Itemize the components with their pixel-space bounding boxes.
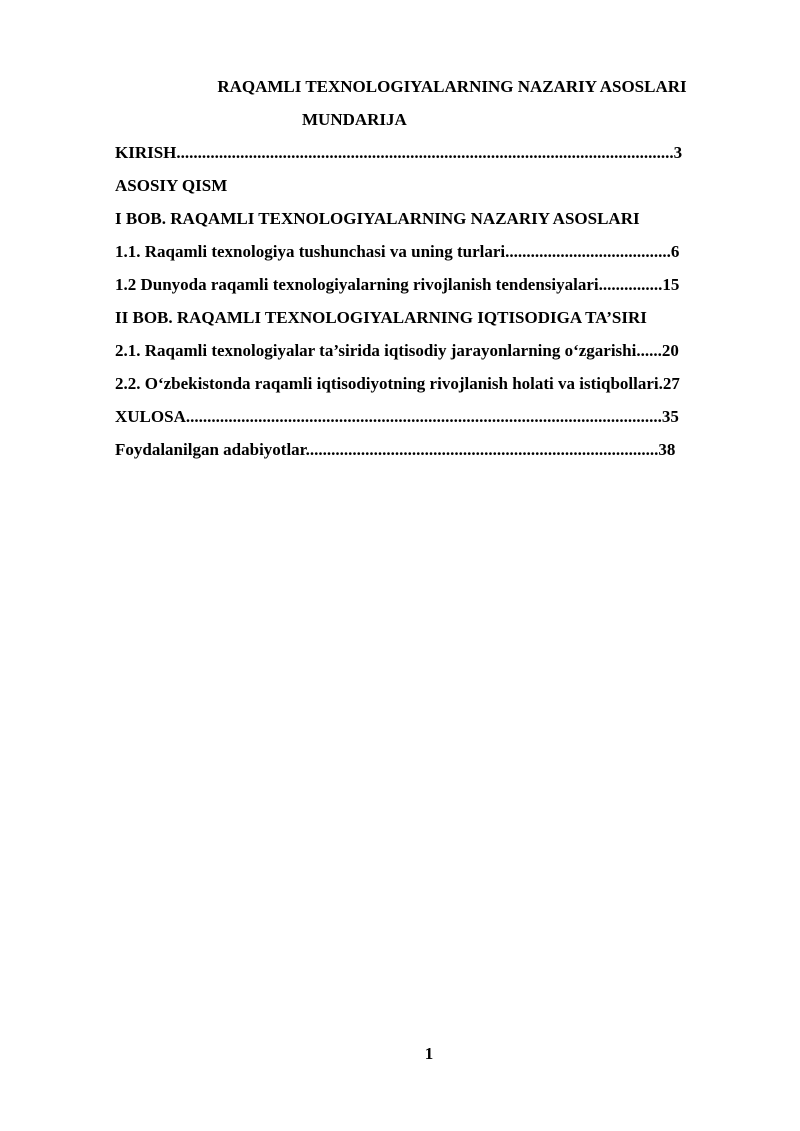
toc-entry-text: ASOSIY QISM [115,176,228,195]
toc-entry-conclusion [115,406,740,439]
table-of-contents [115,142,740,472]
toc-entry-text: Foydalanilgan adabiyotlar...................................................................................38 [115,440,676,459]
toc-entry-text: I BOB. RAQAMLI TEXNOLOGIYALARNING NAZARIY ASOSLARI [115,209,640,228]
toc-entry-chapter-2 [115,307,740,340]
toc-entry-text: XULOSA................................................................................................................35 [115,407,679,426]
toc-entry-text: 1.2 Dunyoda raqamli texnologiyalarning rivojlanish tendensiyalari...............15 [115,275,680,294]
toc-entry-introduction [115,142,740,175]
toc-entry-chapter-1 [115,208,740,241]
toc-entry-references [115,439,740,472]
toc-entry-text: KIRISH.....................................................................................................................3 [115,143,683,162]
toc-entry-section-1-2 [115,274,740,307]
toc-entry-main-part [115,175,740,208]
toc-entry-section-2-2 [115,373,740,406]
document-title: RAQAMLI TEXNOLOGIYALARNING NAZARIY ASOSLARI [217,77,687,96]
toc-entry-section-2-1 [115,340,740,373]
toc-entry-section-1-1 [115,241,740,274]
toc-entry-text: 2.1. Raqamli texnologiyalar ta’sirida iqtisodiy jarayonlarning o‘zgarishi......20 [115,341,679,360]
toc-entry-text: 2.2. O‘zbekistonda raqamli iqtisodiyotning rivojlanish holati va istiqbollari.27 [115,374,680,393]
page-number: 1 [424,1044,434,1063]
contents-heading: MUNDARIJA [302,110,407,129]
toc-entry-text: 1.1. Raqamli texnologiya tushunchasi va uning turlari.......................................6 [115,242,680,261]
toc-entry-text: II BOB. RAQAMLI TEXNOLOGIYALARNING IQTISODIGA TA’SIRI [115,308,647,327]
